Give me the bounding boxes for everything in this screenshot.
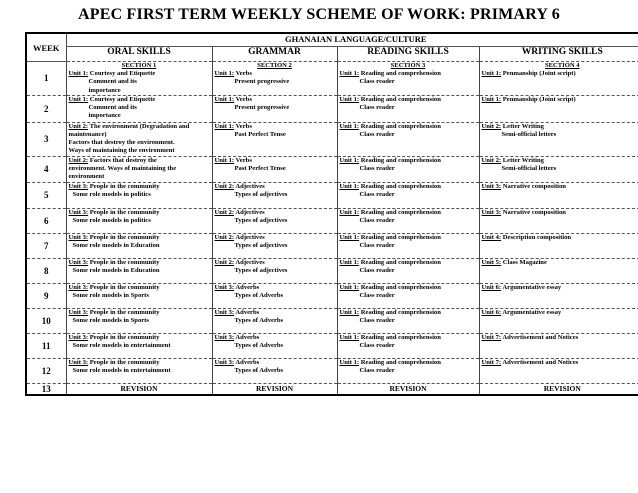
unit-detail: Class reader [359, 341, 395, 349]
unit-label: Unit 3: [214, 358, 235, 366]
unit-line [482, 209, 638, 217]
unit-detail: Types of adjectives [234, 216, 288, 224]
unit-label: Unit 3: [214, 333, 235, 341]
oral-skills-cell [66, 308, 212, 333]
unit-detail: Class reader [359, 316, 395, 324]
unit-label: Unit 3: [68, 283, 89, 291]
unit-detail: Class reader [359, 131, 395, 139]
unit-topic: Verbs [235, 156, 252, 164]
unit-line [340, 96, 477, 104]
unit-label: Unit 2: [214, 208, 235, 216]
writing-cell [479, 258, 638, 283]
unit-line [215, 309, 335, 317]
unit-detail: Types of Adverbs [234, 366, 284, 374]
unit-detail: Some role models in Sports [72, 316, 149, 324]
table-row [26, 122, 638, 156]
unit-topic: Adverbs [235, 333, 260, 341]
unit-label: Unit 1: [481, 95, 502, 103]
unit-topic: People in the community [89, 258, 160, 266]
unit-detail: Types of Adverbs [234, 291, 284, 299]
revision-cell: REVISION [479, 383, 638, 395]
table-row [26, 95, 638, 122]
unit-detail: environment. Ways of maintaining the [68, 164, 177, 172]
unit-topic: Courtesy and Etiquette [89, 95, 156, 103]
oral-skills-cell [66, 358, 212, 383]
unit-label: Unit 3: [68, 233, 89, 241]
unit-topic: Letter Writing [502, 156, 544, 164]
unit-topic: Reading and comprehension [360, 95, 441, 103]
week-number: 4 [26, 156, 66, 182]
grammar-cell [212, 208, 337, 233]
unit-label: Unit 3: [68, 258, 89, 266]
page-title: APEC FIRST TERM WEEKLY SCHEME OF WORK: PRIMARY 6 [78, 6, 560, 23]
unit-topic: People in the community [89, 233, 160, 241]
week-number: 7 [26, 233, 66, 258]
unit-detail: Some role models in politics [72, 190, 151, 198]
unit-label: Unit 1: [339, 208, 360, 216]
unit-detail: Class reader [359, 164, 395, 172]
unit-label: Unit 3: [481, 182, 502, 190]
unit-topic: Reading and comprehension [360, 333, 441, 341]
unit-line [482, 183, 638, 191]
unit-label: Unit 2: [481, 156, 502, 164]
oral-skills-cell [66, 333, 212, 358]
unit-topic: Reading and comprehension [360, 70, 441, 78]
table-row [26, 233, 638, 258]
table-row [26, 308, 638, 333]
unit-label: Unit 1: [68, 70, 89, 78]
unit-topic: People in the community [89, 208, 160, 216]
unit-label: Unit 2: [481, 122, 502, 130]
reading-cell [337, 283, 479, 308]
unit-label: Unit 1: [481, 70, 502, 78]
table-row [26, 208, 638, 233]
unit-topic: Courtesy and Etiquette [89, 70, 156, 78]
unit-detail: Past Perfect Tense [234, 164, 286, 172]
unit-label: Unit 1: [68, 95, 89, 103]
oral-skills-cell [66, 122, 212, 156]
unit-label: Unit 2: [214, 258, 235, 266]
unit-line [69, 234, 210, 242]
unit-detail: Class reader [359, 216, 395, 224]
oral-skills-header: ORAL SKILLS [66, 47, 212, 62]
unit-label: Unit 2: [214, 182, 235, 190]
unit-topic: Adverbs [235, 308, 260, 316]
unit-detail: importance [88, 112, 121, 120]
week-number: 6 [26, 208, 66, 233]
unit-topic: Class Magazine [502, 258, 547, 266]
table-row [26, 333, 638, 358]
revision-cell: REVISION [66, 383, 212, 395]
unit-label: Unit 3: [68, 208, 89, 216]
oral-skills-cell [66, 182, 212, 208]
unit-line [340, 309, 477, 317]
oral-skills-cell [66, 62, 212, 96]
header-row-columns [26, 47, 638, 62]
unit-label: Unit 1: [339, 122, 360, 130]
unit-topic: Reading and comprehension [360, 308, 441, 316]
unit-detail: Some role models in entertainment [72, 366, 171, 374]
unit-line [69, 183, 210, 191]
unit-detail: Comment and its [88, 104, 137, 112]
unit-line [69, 334, 210, 342]
unit-line [69, 123, 210, 131]
unit-topic: People in the community [89, 283, 160, 291]
unit-line [482, 157, 638, 165]
writing-cell [479, 333, 638, 358]
writing-cell [479, 208, 638, 233]
reading-cell [337, 333, 479, 358]
unit-topic: Argumentative essay [502, 308, 562, 316]
unit-topic: Reading and comprehension [360, 283, 441, 291]
reading-cell [337, 258, 479, 283]
week-header: WEEK [26, 33, 66, 62]
unit-line [482, 334, 638, 342]
unit-line [215, 209, 335, 217]
week-number: 9 [26, 283, 66, 308]
oral-skills-cell [66, 283, 212, 308]
unit-topic: Adjectives [235, 182, 265, 190]
unit-line [482, 70, 638, 78]
week-number: 10 [26, 308, 66, 333]
unit-detail: Class reader [359, 78, 395, 86]
unit-detail: Class reader [359, 190, 395, 198]
unit-topic: Adjectives [235, 258, 265, 266]
table-row [26, 283, 638, 308]
unit-label: Unit 1: [339, 233, 360, 241]
writing-cell [479, 182, 638, 208]
unit-topic: Narrative composition [502, 208, 566, 216]
unit-line [69, 259, 210, 267]
writing-cell [479, 308, 638, 333]
writing-cell [479, 156, 638, 182]
unit-topic: Description composition [502, 233, 572, 241]
unit-label: Unit 1: [214, 70, 235, 78]
unit-topic: Reading and comprehension [360, 182, 441, 190]
unit-line [69, 70, 210, 78]
unit-topic: Advertisement and Notices [502, 358, 579, 366]
unit-line [215, 96, 335, 104]
unit-line [482, 234, 638, 242]
unit-label: Unit 1: [339, 258, 360, 266]
unit-line [482, 284, 638, 292]
unit-line [340, 234, 477, 242]
unit-detail: Class reader [359, 366, 395, 374]
unit-line [340, 123, 477, 131]
unit-detail: Past Perfect Tense [234, 131, 286, 139]
unit-topic: Adverbs [235, 283, 260, 291]
unit-line [340, 209, 477, 217]
unit-label: Unit 1: [339, 95, 360, 103]
table-row [26, 156, 638, 182]
unit-line [69, 209, 210, 217]
unit-line [340, 359, 477, 367]
unit-detail: Factors that destroy the environment. [68, 139, 175, 147]
unit-topic: People in the community [89, 182, 160, 190]
reading-cell [337, 308, 479, 333]
oral-skills-cell [66, 233, 212, 258]
unit-label: Unit 7: [481, 333, 502, 341]
unit-detail: environment [68, 173, 105, 181]
unit-label: Unit 6: [481, 283, 502, 291]
unit-detail: Ways of maintaining the environment [68, 147, 175, 155]
unit-detail: Some role models in Education [72, 266, 160, 274]
section-label: SECTION 3 [390, 62, 426, 69]
unit-line [215, 183, 335, 191]
unit-detail: Semi-official letters [501, 131, 557, 139]
unit-line [482, 259, 638, 267]
unit-topic: Adjectives [235, 208, 265, 216]
grammar-cell [212, 182, 337, 208]
oral-skills-cell [66, 208, 212, 233]
writing-cell [479, 283, 638, 308]
week-number: 12 [26, 358, 66, 383]
header-row-group [26, 33, 638, 47]
unit-detail: Types of Adverbs [234, 341, 284, 349]
table-row [26, 358, 638, 383]
unit-topic: Factors that destroy the [89, 156, 157, 164]
unit-label: Unit 6: [481, 308, 502, 316]
grammar-cell [212, 358, 337, 383]
unit-label: Unit 3: [481, 208, 502, 216]
unit-label: Unit 3: [68, 308, 89, 316]
grammar-cell [212, 95, 337, 122]
unit-detail: maintenance) [68, 131, 107, 139]
unit-topic: Verbs [235, 70, 252, 78]
unit-topic: Narrative composition [502, 182, 566, 190]
unit-line [482, 96, 638, 104]
unit-label: Unit 3: [68, 333, 89, 341]
unit-label: Unit 1: [214, 122, 235, 130]
unit-line [340, 259, 477, 267]
unit-topic: Reading and comprehension [360, 122, 441, 130]
unit-label: Unit 3: [214, 308, 235, 316]
reading-cell [337, 95, 479, 122]
scheme-table [25, 32, 638, 396]
unit-topic: Adjectives [235, 233, 265, 241]
unit-label: Unit 2: [214, 233, 235, 241]
section-label: SECTION 1 [121, 62, 157, 69]
grammar-header: GRAMMAR [212, 47, 337, 62]
unit-detail: Comment and its [88, 78, 137, 86]
reading-cell [337, 208, 479, 233]
unit-line [340, 334, 477, 342]
unit-label: Unit 2: [68, 156, 89, 164]
unit-line [215, 157, 335, 165]
unit-line [69, 309, 210, 317]
reading-cell [337, 122, 479, 156]
week-number: 1 [26, 62, 66, 96]
grammar-cell [212, 156, 337, 182]
writing-cell [479, 358, 638, 383]
unit-detail: Some role models in Sports [72, 291, 149, 299]
unit-label: Unit 1: [339, 308, 360, 316]
unit-label: Unit 1: [339, 333, 360, 341]
reading-cell [337, 182, 479, 208]
unit-label: Unit 3: [214, 283, 235, 291]
section-label: SECTION 4 [544, 62, 580, 69]
unit-line [215, 70, 335, 78]
grammar-cell [212, 233, 337, 258]
unit-label: Unit 1: [339, 358, 360, 366]
unit-topic: Penmanship (Joint script) [502, 95, 576, 103]
unit-line [215, 359, 335, 367]
unit-label: Unit 1: [339, 283, 360, 291]
revision-cell: REVISION [337, 383, 479, 395]
oral-skills-cell [66, 258, 212, 283]
grammar-cell [212, 333, 337, 358]
unit-topic: People in the community [89, 358, 160, 366]
unit-detail: Some role models in entertainment [72, 341, 171, 349]
unit-topic: Reading and comprehension [360, 358, 441, 366]
unit-line [215, 334, 335, 342]
unit-label: Unit 1: [339, 182, 360, 190]
week-number: 2 [26, 95, 66, 122]
unit-line [215, 284, 335, 292]
unit-topic: Penmanship (Joint script) [502, 70, 576, 78]
writing-cell [479, 122, 638, 156]
unit-label: Unit 4: [481, 233, 502, 241]
unit-topic: Verbs [235, 95, 252, 103]
unit-label: Unit 1: [339, 70, 360, 78]
week-number: 5 [26, 182, 66, 208]
unit-label: Unit 3: [68, 182, 89, 190]
unit-detail: Class reader [359, 266, 395, 274]
unit-topic: People in the community [89, 308, 160, 316]
unit-line [69, 157, 210, 165]
week-number: 11 [26, 333, 66, 358]
unit-label: Unit 1: [339, 156, 360, 164]
unit-topic: People in the community [89, 333, 160, 341]
unit-topic: Reading and comprehension [360, 208, 441, 216]
reading-cell [337, 233, 479, 258]
unit-line [482, 359, 638, 367]
writing-cell [479, 233, 638, 258]
unit-topic: Verbs [235, 122, 252, 130]
week-number: 8 [26, 258, 66, 283]
unit-detail: Class reader [359, 104, 395, 112]
unit-topic: Advertisement and Notices [502, 333, 579, 341]
unit-label: Unit 5: [481, 258, 502, 266]
revision-cell: REVISION [212, 383, 337, 395]
oral-skills-cell [66, 156, 212, 182]
reading-cell [337, 62, 479, 96]
unit-detail: importance [88, 86, 121, 94]
oral-skills-cell [66, 95, 212, 122]
unit-detail: Types of Adverbs [234, 316, 284, 324]
unit-line [69, 359, 210, 367]
unit-line [340, 284, 477, 292]
grammar-cell [212, 122, 337, 156]
unit-topic: Letter Writing [502, 122, 544, 130]
revision-row [26, 383, 638, 395]
unit-label: Unit 1: [214, 95, 235, 103]
unit-line [482, 309, 638, 317]
unit-detail: Types of adjectives [234, 241, 288, 249]
unit-detail: Types of adjectives [234, 190, 288, 198]
unit-line [69, 96, 210, 104]
table-row [26, 182, 638, 208]
unit-line [69, 284, 210, 292]
unit-line [340, 157, 477, 165]
unit-line [340, 183, 477, 191]
reading-cell [337, 156, 479, 182]
table-row [26, 62, 638, 96]
unit-topic: Argumentative essay [502, 283, 562, 291]
unit-line [215, 234, 335, 242]
reading-cell [337, 358, 479, 383]
unit-detail: Present progressive [234, 78, 290, 86]
unit-detail: Class reader [359, 241, 395, 249]
week-number: 13 [26, 383, 66, 395]
reading-skills-header: READING SKILLS [337, 47, 479, 62]
unit-topic: The environment (Degradation and [89, 122, 190, 130]
grammar-cell [212, 283, 337, 308]
grammar-cell [212, 62, 337, 96]
writing-cell [479, 62, 638, 96]
writing-skills-header: WRITING SKILLS [479, 47, 638, 62]
writing-cell [479, 95, 638, 122]
table-row [26, 258, 638, 283]
unit-line [482, 123, 638, 131]
week-number: 3 [26, 122, 66, 156]
unit-detail: Class reader [359, 291, 395, 299]
unit-label: Unit 7: [481, 358, 502, 366]
grammar-cell [212, 308, 337, 333]
section-label: SECTION 2 [257, 62, 292, 69]
unit-topic: Reading and comprehension [360, 233, 441, 241]
unit-detail: Semi-official letters [501, 164, 557, 172]
unit-line [215, 259, 335, 267]
unit-label: Unit 1: [214, 156, 235, 164]
unit-line [340, 70, 477, 78]
unit-detail: Some role models in politics [72, 216, 151, 224]
unit-detail: Some role models in Education [72, 241, 160, 249]
unit-detail: Types of adjectives [234, 266, 288, 274]
unit-topic: Reading and comprehension [360, 156, 441, 164]
grammar-cell [212, 258, 337, 283]
unit-topic: Adverbs [235, 358, 260, 366]
unit-topic: Reading and comprehension [360, 258, 441, 266]
unit-label: Unit 2: [68, 122, 89, 130]
unit-detail: Present progressive [234, 104, 290, 112]
subject-header: GHANAIAN LANGUAGE/CULTURE [66, 33, 638, 47]
unit-line [215, 123, 335, 131]
unit-label: Unit 3: [68, 358, 89, 366]
